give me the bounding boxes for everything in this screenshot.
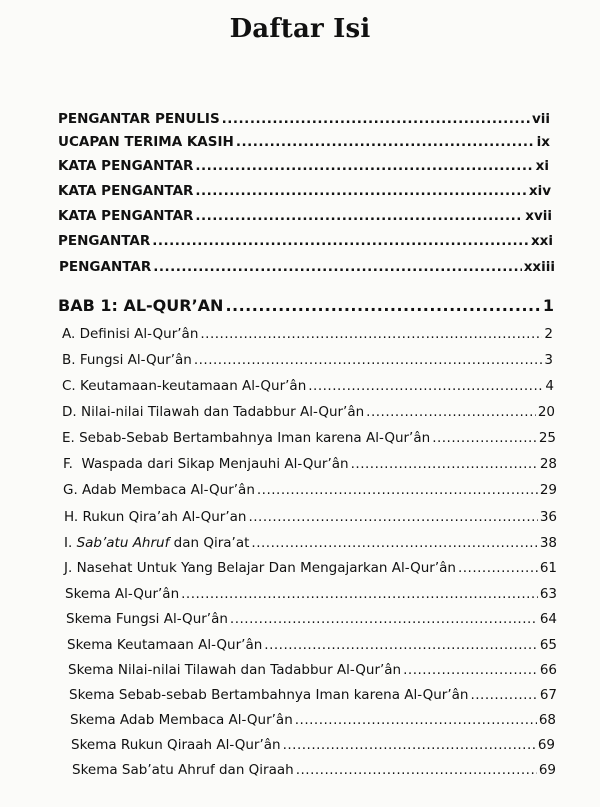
toc-entry-kata-pengantar-2[interactable]	[58, 183, 551, 199]
toc-entry-label: Skema Al-Qur’ân	[65, 586, 180, 602]
toc-entry-label: Skema Keutamaan Al-Qur’ân	[67, 637, 263, 653]
toc-entry-label: H. Rukun Qira’ah Al-Qur’an	[64, 509, 247, 525]
toc-entry-page: 61	[539, 560, 557, 576]
leader-dots	[194, 352, 543, 368]
toc-skema-sebab-sebab[interactable]	[69, 687, 557, 703]
leader-dots	[195, 158, 533, 174]
toc-section-a[interactable]	[62, 326, 553, 342]
toc-entry-page: xi	[535, 158, 549, 174]
toc-entry-label: PENGANTAR	[58, 233, 151, 249]
leader-dots	[366, 404, 536, 420]
leader-dots	[225, 296, 540, 315]
toc-section-b[interactable]	[62, 352, 553, 368]
toc-skema-sabatu-ahruf[interactable]	[72, 762, 556, 778]
toc-entry-label: E. Sebab-Sebab Bertambahnya Iman karena Al-Qur’ân	[62, 430, 431, 446]
toc-skema-adab[interactable]	[70, 712, 556, 728]
toc-entry-label: D. Nilai-nilai Tilawah dan Tadabbur Al-Qur’ân	[62, 404, 365, 420]
toc-entry-label: KATA PENGANTAR	[58, 183, 194, 199]
toc-section-d[interactable]	[62, 404, 555, 420]
toc-section-g[interactable]	[63, 482, 557, 498]
toc-entry-label: B. Fungsi Al-Qur’ân	[62, 352, 192, 368]
toc-entry-page: 4	[545, 378, 554, 394]
toc-entry-label: Skema Sab’atu Ahruf dan Qiraah	[72, 762, 294, 778]
leader-dots	[432, 430, 537, 446]
leader-dots	[195, 183, 526, 199]
toc-entry-page: 67	[539, 687, 557, 703]
leader-dots	[222, 111, 530, 127]
toc-entry-label: PENGANTAR PENULIS	[58, 111, 220, 127]
toc-skema-fungsi[interactable]	[66, 611, 557, 627]
toc-section-j[interactable]	[64, 560, 557, 576]
toc-entry-label: Skema Sebab-sebab Bertambahnya Iman karena Al-Qur’ân	[69, 687, 469, 703]
toc-entry-page: 66	[539, 662, 557, 678]
toc-entry-label: Skema Fungsi Al-Qur’ân	[66, 611, 228, 627]
leader-dots	[264, 637, 538, 653]
leader-dots	[283, 737, 536, 753]
leader-dots	[236, 134, 535, 150]
toc-entry-page: xxi	[530, 233, 553, 249]
leader-dots	[230, 611, 538, 627]
leader-dots	[351, 456, 538, 472]
toc-entry-page: 20	[537, 404, 555, 420]
toc-entry-page: 2	[544, 326, 553, 342]
leader-dots	[403, 662, 538, 678]
toc-entry-label: KATA PENGANTAR	[58, 208, 194, 224]
leader-dots	[458, 560, 538, 576]
leader-dots	[200, 326, 542, 342]
toc-entry-page: 3	[544, 352, 553, 368]
toc-entry-page: xvii	[525, 208, 552, 224]
toc-entry-kata-pengantar-1[interactable]	[58, 158, 549, 174]
toc-entry-page: 65	[539, 637, 557, 653]
leader-dots	[295, 712, 537, 728]
toc-skema-rukun[interactable]	[71, 737, 555, 753]
toc-entry-label: A. Definisi Al-Qur’ân	[62, 326, 199, 342]
toc-entry-label: C. Keutamaan-keutamaan Al-Qur’ân	[62, 378, 307, 394]
toc-section-i[interactable]	[64, 535, 557, 551]
toc-skema-keutamaan[interactable]	[67, 637, 557, 653]
toc-chapter-bab-1[interactable]	[58, 296, 554, 315]
toc-skema-al-quran[interactable]	[65, 586, 557, 602]
toc-entry-page: 69	[537, 737, 555, 753]
toc-entry-page: 64	[539, 611, 557, 627]
toc-entry-page: ix	[536, 134, 550, 150]
page-title: Daftar Isi	[229, 14, 371, 44]
toc-entry-label: Skema Nilai-nilai Tilawah dan Tadabbur Al-Qur’ân	[68, 662, 402, 678]
toc-entry-page: 25	[538, 430, 556, 446]
toc-entry-page: 38	[539, 535, 557, 551]
toc-entry-pengantar-1[interactable]	[58, 233, 553, 249]
toc-section-f[interactable]	[63, 456, 557, 472]
leader-dots	[153, 259, 521, 275]
toc-entry-page: 63	[539, 586, 557, 602]
leader-dots	[181, 586, 538, 602]
leader-dots	[296, 762, 537, 778]
toc-skema-nilai-nilai[interactable]	[68, 662, 557, 678]
toc-section-e[interactable]	[62, 430, 556, 446]
toc-entry-label	[64, 535, 249, 551]
toc-entry-label: J. Nasehat Untuk Yang Belajar Dan Mengajarkan Al-Qur’ân	[64, 560, 456, 576]
toc-entry-label-prefix: I.	[64, 535, 77, 551]
toc-entry-label: Skema Adab Membaca Al-Qur’ân	[70, 712, 293, 728]
leader-dots	[248, 509, 537, 525]
toc-section-h[interactable]	[64, 509, 557, 525]
toc-entry-label: UCAPAN TERIMA KASIH	[58, 134, 234, 150]
toc-entry-page: 36	[539, 509, 557, 525]
toc-entry-label: G. Adab Membaca Al-Qur’ân	[63, 482, 255, 498]
leader-dots	[152, 233, 529, 249]
toc-entry-page: 68	[538, 712, 556, 728]
leader-dots	[195, 208, 523, 224]
leader-dots	[251, 535, 537, 551]
toc-section-c[interactable]	[62, 378, 554, 394]
toc-entry-page: 28	[539, 456, 557, 472]
toc-entry-label-suffix: dan Qira’at	[169, 535, 250, 551]
toc-entry-label: PENGANTAR	[59, 259, 152, 275]
toc-entry-pengantar-penulis[interactable]	[58, 111, 550, 127]
toc-entry-kata-pengantar-3[interactable]	[58, 208, 552, 224]
leader-dots	[257, 482, 538, 498]
toc-entry-page: vii	[531, 111, 550, 127]
toc-entry-label: KATA PENGANTAR	[58, 158, 194, 174]
toc-entry-label: BAB 1: AL-QUR’AN	[58, 296, 224, 315]
leader-dots	[470, 687, 537, 703]
toc-entry-label-italic: Sab’atu Ahruf	[76, 535, 170, 551]
toc-entry-page: 29	[539, 482, 557, 498]
toc-entry-label: Skema Rukun Qiraah Al-Qur’ân	[71, 737, 281, 753]
toc-entry-page: 1	[542, 296, 554, 315]
toc-entry-page: xxiii	[523, 259, 555, 275]
leader-dots	[308, 378, 543, 394]
toc-entry-page: 69	[538, 762, 556, 778]
toc-entry-label: F. Waspada dari Sikap Menjauhi Al-Qur’ân	[63, 456, 349, 472]
toc-entry-page: xiv	[528, 183, 551, 199]
toc-entry-ucapan-terima-kasih[interactable]	[58, 134, 550, 150]
toc-entry-pengantar-2[interactable]	[59, 259, 555, 275]
